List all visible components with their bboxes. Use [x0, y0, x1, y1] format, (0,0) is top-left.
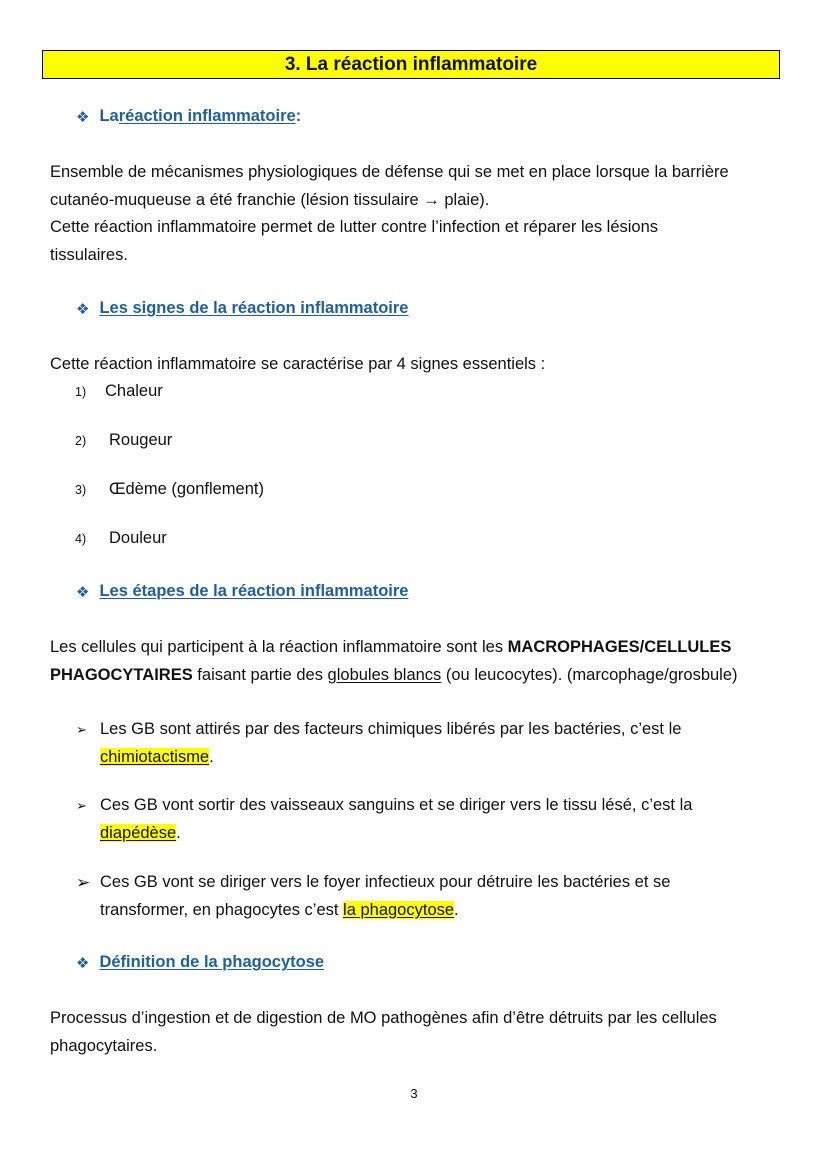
intro-line: Cette réaction inflammatoire se caractérise par 4 signes essentiels :	[50, 355, 546, 373]
text-run: transformer, en phagocytes c’est	[100, 900, 344, 919]
paragraph-line	[50, 634, 780, 662]
paragraph-line: phagocytaires.	[50, 1036, 158, 1055]
item-text	[100, 869, 670, 924]
arrow-bullet-icon: ➢	[76, 798, 87, 813]
paragraph-line: cutanéo-muqueuse a été franchie (lésion tissulaire → plaie).	[50, 190, 490, 209]
highlighted-term: la phagocytose	[343, 900, 455, 919]
item-line	[100, 897, 670, 925]
arrow-list-item	[76, 792, 781, 848]
highlighted-term: diapédèse	[100, 823, 177, 842]
paragraph-line: Ensemble de mécanismes physiologiques de défense qui se met en place lorsque la barrière	[50, 163, 729, 181]
section-heading-reaction	[76, 107, 301, 126]
list-number: 3)	[75, 483, 87, 497]
list-item	[75, 529, 167, 548]
paragraph-line: tissulaires.	[50, 245, 128, 264]
definition-paragraph	[50, 159, 780, 269]
text-run: .	[176, 823, 181, 842]
signes-intro	[50, 351, 780, 379]
list-text: Rougeur	[109, 431, 173, 449]
text-run: .	[454, 900, 459, 919]
diamond-bullet-icon: ❖	[76, 954, 90, 972]
heading-suffix: :	[295, 107, 302, 125]
item-line	[100, 744, 681, 772]
page-number: 3	[410, 1086, 418, 1101]
list-number: 2)	[75, 434, 87, 448]
list-text: Chaleur	[105, 382, 163, 400]
item-text	[100, 716, 681, 771]
diamond-bullet-icon: ❖	[76, 583, 90, 601]
diamond-bullet-icon: ❖	[76, 300, 90, 318]
item-line: Les GB sont attirés par des facteurs chimiques libérés par les bactéries, c’est le	[100, 720, 682, 738]
heading-prefix: La	[99, 107, 119, 125]
highlighted-term: chimiotactisme	[100, 747, 210, 766]
item-line: Ces GB vont sortir des vaisseaux sanguins et se diriger vers le tissu lésé, c’est la	[100, 796, 693, 814]
heading-text: Les étapes de la réaction inflammatoire	[99, 582, 409, 600]
paragraph-line: Processus d’ingestion et de digestion de MO pathogènes afin d’être détruits par les cellules	[50, 1009, 717, 1027]
definition-phagocytose-paragraph	[50, 1005, 780, 1060]
arrow-list-item	[76, 716, 781, 772]
arrow-bullet-icon: ➢	[76, 722, 87, 737]
section-heading-signes	[76, 299, 408, 318]
item-text	[100, 792, 692, 847]
text-run: faisant partie des	[192, 665, 328, 684]
page-title: 3. La réaction inflammatoire	[42, 50, 780, 79]
etapes-paragraph	[50, 634, 780, 689]
heading-text: Définition de la phagocytose	[99, 953, 325, 971]
list-item	[75, 431, 172, 450]
list-text: Œdème (gonflement)	[109, 480, 264, 498]
section-heading-etapes	[76, 582, 408, 601]
arrow-bullet-icon: ➢	[76, 873, 91, 892]
text-run: Les cellules qui participent à la réaction inflammatoire sont les	[50, 638, 508, 656]
item-line: Ces GB vont se diriger vers le foyer infectieux pour détruire les bactéries et se	[100, 873, 671, 891]
list-item	[75, 480, 264, 499]
heading-text: Les signes de la réaction inflammatoire	[99, 299, 409, 317]
underlined-run: globules blancs	[327, 665, 442, 684]
bold-run: PHAGOCYTAIRES	[50, 665, 193, 684]
heading-link-reaction: réaction inflammatoire	[118, 107, 296, 125]
item-line	[100, 820, 692, 848]
list-number: 1)	[75, 385, 87, 399]
list-item	[75, 382, 163, 401]
list-text: Douleur	[109, 529, 167, 547]
list-number: 4)	[75, 532, 87, 546]
arrow-list-item	[76, 869, 781, 925]
text-run: .	[209, 747, 214, 766]
paragraph-line	[50, 662, 780, 690]
bold-run: MACROPHAGES/CELLULES	[507, 638, 732, 656]
paragraph-line: Cette réaction inflammatoire permet de lutter contre l’infection et réparer les lésions	[50, 218, 659, 236]
diamond-bullet-icon: ❖	[76, 108, 90, 126]
section-heading-definition	[76, 953, 324, 972]
text-run: (ou leucocytes). (marcophage/grosbule)	[441, 665, 738, 684]
